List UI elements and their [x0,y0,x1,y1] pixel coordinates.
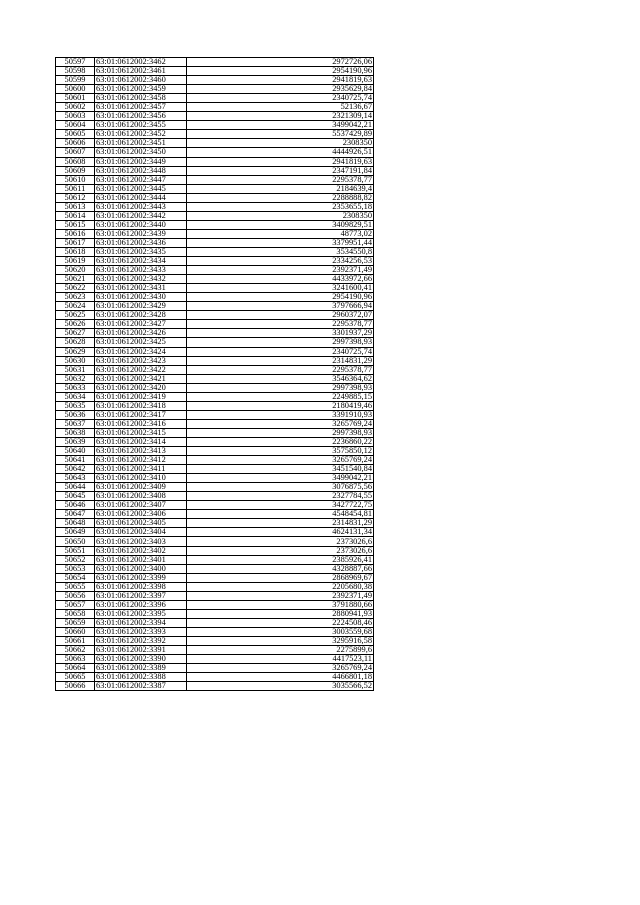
value-cell: 2308350 [187,139,374,148]
cadastral-number-cell: 63:01:0612002:3402 [95,546,187,555]
cadastral-number-cell: 63:01:0612002:3391 [95,646,187,655]
table-row [56,175,374,184]
cadastral-number-cell: 63:01:0612002:3457 [95,103,187,112]
value-cell: 3265769,24 [187,456,374,465]
table-row [56,483,374,492]
table-row [56,103,374,112]
value-cell: 2224508,46 [187,618,374,627]
value-cell: 3391910,93 [187,410,374,419]
cadastral-number-cell: 63:01:0612002:3433 [95,266,187,275]
value-cell: 3451540,84 [187,465,374,474]
row-number-cell: 50597 [56,58,95,67]
row-number-cell: 50660 [56,627,95,636]
table-row [56,519,374,528]
table-row [56,67,374,76]
value-cell: 48773,02 [187,229,374,238]
cadastral-number-cell: 63:01:0612002:3407 [95,501,187,510]
row-number-cell: 50652 [56,555,95,564]
value-cell: 3499042,21 [187,121,374,130]
table-row [56,456,374,465]
table-row [56,419,374,428]
cadastral-number-cell: 63:01:0612002:3440 [95,220,187,229]
row-number-cell: 50638 [56,428,95,437]
value-cell: 3301937,29 [187,329,374,338]
row-number-cell: 50632 [56,374,95,383]
value-cell: 2275899,6 [187,646,374,655]
row-number-cell: 50619 [56,257,95,266]
table-row [56,166,374,175]
cadastral-number-cell: 63:01:0612002:3423 [95,356,187,365]
row-number-cell: 50630 [56,356,95,365]
value-cell: 4548454,81 [187,510,374,519]
cadastral-number-cell: 63:01:0612002:3406 [95,510,187,519]
table-row [56,474,374,483]
table-row [56,229,374,238]
cadastral-number-cell: 63:01:0612002:3456 [95,112,187,121]
row-number-cell: 50648 [56,519,95,528]
table-row [56,148,374,157]
cadastral-number-cell: 63:01:0612002:3431 [95,284,187,293]
table-row [56,618,374,627]
table-row [56,492,374,501]
value-cell: 2997398,93 [187,383,374,392]
value-cell: 3409829,51 [187,220,374,229]
table-row [56,600,374,609]
table-row [56,365,374,374]
value-cell: 2941819,63 [187,157,374,166]
value-cell: 2972726,06 [187,58,374,67]
table-row [56,94,374,103]
cadastral-number-cell: 63:01:0612002:3450 [95,148,187,157]
cadastral-number-cell: 63:01:0612002:3393 [95,627,187,636]
value-cell: 3241600,41 [187,284,374,293]
cadastral-number-cell: 63:01:0612002:3414 [95,437,187,446]
table-row [56,266,374,275]
row-number-cell: 50639 [56,437,95,446]
cadastral-number-cell: 63:01:0612002:3396 [95,600,187,609]
cadastral-number-cell: 63:01:0612002:3418 [95,401,187,410]
cadastral-number-cell: 63:01:0612002:3403 [95,537,187,546]
table-row [56,555,374,564]
cadastral-number-cell: 63:01:0612002:3410 [95,474,187,483]
cadastral-number-cell: 63:01:0612002:3451 [95,139,187,148]
cadastral-number-cell: 63:01:0612002:3425 [95,338,187,347]
value-cell: 2295378,77 [187,365,374,374]
row-number-cell: 50629 [56,347,95,356]
table-row [56,202,374,211]
cadastral-number-cell: 63:01:0612002:3422 [95,365,187,374]
table-row [56,682,374,691]
cadastral-number-cell: 63:01:0612002:3448 [95,166,187,175]
cadastral-number-cell: 63:01:0612002:3419 [95,392,187,401]
row-number-cell: 50643 [56,474,95,483]
cadastral-number-cell: 63:01:0612002:3459 [95,85,187,94]
cadastral-number-cell: 63:01:0612002:3444 [95,193,187,202]
cadastral-number-cell: 63:01:0612002:3460 [95,76,187,85]
table-row [56,320,374,329]
row-number-cell: 50663 [56,655,95,664]
value-cell: 2392371,49 [187,266,374,275]
table-row [56,257,374,266]
cadastral-number-cell: 63:01:0612002:3420 [95,383,187,392]
cadastral-number-cell: 63:01:0612002:3387 [95,682,187,691]
spreadsheet-page [55,57,374,691]
cadastral-number-cell: 63:01:0612002:3421 [95,374,187,383]
table-row [56,311,374,320]
cadastral-number-cell: 63:01:0612002:3443 [95,202,187,211]
value-cell: 2935629,84 [187,85,374,94]
row-number-cell: 50633 [56,383,95,392]
row-number-cell: 50649 [56,528,95,537]
row-number-cell: 50611 [56,184,95,193]
cadastral-number-cell: 63:01:0612002:3413 [95,447,187,456]
row-number-cell: 50628 [56,338,95,347]
row-number-cell: 50647 [56,510,95,519]
row-number-cell: 50625 [56,311,95,320]
cadastral-number-cell: 63:01:0612002:3447 [95,175,187,184]
row-number-cell: 50634 [56,392,95,401]
row-number-cell: 50631 [56,365,95,374]
table-row [56,664,374,673]
value-cell: 52136,67 [187,103,374,112]
table-body [56,58,374,691]
cadastral-number-cell: 63:01:0612002:3428 [95,311,187,320]
row-number-cell: 50655 [56,582,95,591]
row-number-cell: 50659 [56,618,95,627]
value-cell: 5537429,89 [187,130,374,139]
row-number-cell: 50640 [56,447,95,456]
cadastral-number-cell: 63:01:0612002:3392 [95,637,187,646]
cadastral-number-cell: 63:01:0612002:3394 [95,618,187,627]
cadastral-number-cell: 63:01:0612002:3404 [95,528,187,537]
value-cell: 2353655,18 [187,202,374,211]
cadastral-number-cell: 63:01:0612002:3427 [95,320,187,329]
table-row [56,76,374,85]
row-number-cell: 50602 [56,103,95,112]
cadastral-number-cell: 63:01:0612002:3416 [95,419,187,428]
row-number-cell: 50608 [56,157,95,166]
value-cell: 2997398,93 [187,428,374,437]
table-row [56,655,374,664]
table-row [56,157,374,166]
row-number-cell: 50664 [56,664,95,673]
cadastral-number-cell: 63:01:0612002:3400 [95,564,187,573]
table-row [56,401,374,410]
row-number-cell: 50654 [56,573,95,582]
value-cell: 2184639,4 [187,184,374,193]
cadastral-number-cell: 63:01:0612002:3452 [95,130,187,139]
cadastral-number-cell: 63:01:0612002:3408 [95,492,187,501]
row-number-cell: 50626 [56,320,95,329]
row-number-cell: 50645 [56,492,95,501]
value-cell: 2340725,74 [187,347,374,356]
value-cell: 3575850,12 [187,447,374,456]
row-number-cell: 50607 [56,148,95,157]
row-number-cell: 50666 [56,682,95,691]
table-row [56,193,374,202]
value-cell: 2880941,93 [187,609,374,618]
table-row [56,112,374,121]
cadastral-number-cell: 63:01:0612002:3390 [95,655,187,664]
table-row [56,139,374,148]
cadastral-number-cell: 63:01:0612002:3432 [95,275,187,284]
cadastral-number-cell: 63:01:0612002:3461 [95,67,187,76]
cadastral-number-cell: 63:01:0612002:3412 [95,456,187,465]
cadastral-number-cell: 63:01:0612002:3442 [95,211,187,220]
table-row [56,130,374,139]
cadastral-number-cell: 63:01:0612002:3397 [95,591,187,600]
cadastral-number-cell: 63:01:0612002:3445 [95,184,187,193]
row-number-cell: 50656 [56,591,95,600]
table-row [56,609,374,618]
row-number-cell: 50636 [56,410,95,419]
value-cell: 4444926,51 [187,148,374,157]
table-row [56,637,374,646]
cadastral-number-cell: 63:01:0612002:3426 [95,329,187,338]
value-cell: 3546364,62 [187,374,374,383]
cadastral-number-cell: 63:01:0612002:3435 [95,247,187,256]
value-cell: 4624131,34 [187,528,374,537]
table-row [56,338,374,347]
value-cell: 2954190,96 [187,67,374,76]
cadastral-number-cell: 63:01:0612002:3395 [95,609,187,618]
value-cell: 3427722,75 [187,501,374,510]
table-row [56,627,374,636]
table-row [56,284,374,293]
value-cell: 2373026,6 [187,546,374,555]
table-row [56,673,374,682]
cadastral-number-cell: 63:01:0612002:3399 [95,573,187,582]
value-cell: 4466801,18 [187,673,374,682]
table-row [56,428,374,437]
cadastral-number-cell: 63:01:0612002:3430 [95,293,187,302]
row-number-cell: 50641 [56,456,95,465]
table-row [56,329,374,338]
table-row [56,247,374,256]
value-cell: 3534550,8 [187,247,374,256]
value-cell: 2288888,82 [187,193,374,202]
value-cell: 3379951,44 [187,238,374,247]
cadastral-number-cell: 63:01:0612002:3409 [95,483,187,492]
row-number-cell: 50635 [56,401,95,410]
table-row [56,347,374,356]
value-cell: 2347191,84 [187,166,374,175]
row-number-cell: 50642 [56,465,95,474]
row-number-cell: 50616 [56,229,95,238]
table-row [56,302,374,311]
cadastral-number-cell: 63:01:0612002:3429 [95,302,187,311]
cadastral-number-cell: 63:01:0612002:3449 [95,157,187,166]
value-cell: 2314831,29 [187,356,374,365]
value-cell: 3499042,21 [187,474,374,483]
row-number-cell: 50599 [56,76,95,85]
row-number-cell: 50600 [56,85,95,94]
value-cell: 4417523,11 [187,655,374,664]
cadastral-number-cell: 63:01:0612002:3455 [95,121,187,130]
cadastral-number-cell: 63:01:0612002:3388 [95,673,187,682]
table-row [56,410,374,419]
cadastral-number-cell: 63:01:0612002:3458 [95,94,187,103]
cadastral-number-cell: 63:01:0612002:3405 [95,519,187,528]
value-cell: 2334256,53 [187,257,374,266]
value-cell: 2941819,63 [187,76,374,85]
value-cell: 3265769,24 [187,664,374,673]
table-row [56,582,374,591]
table-row [56,392,374,401]
table-row [56,184,374,193]
row-number-cell: 50665 [56,673,95,682]
table-row [56,564,374,573]
table-row [56,293,374,302]
value-cell: 3295916,58 [187,637,374,646]
row-number-cell: 50650 [56,537,95,546]
table-row [56,465,374,474]
value-cell: 4328887,66 [187,564,374,573]
value-cell: 2205680,38 [187,582,374,591]
row-number-cell: 50598 [56,67,95,76]
table-row [56,447,374,456]
value-cell: 2327784,55 [187,492,374,501]
table-row [56,573,374,582]
row-number-cell: 50658 [56,609,95,618]
cadastral-number-cell: 63:01:0612002:3424 [95,347,187,356]
table-row [56,528,374,537]
value-cell: 2960372,07 [187,311,374,320]
row-number-cell: 50624 [56,302,95,311]
value-cell: 2295378,77 [187,175,374,184]
value-cell: 2249885,15 [187,392,374,401]
table-row [56,121,374,130]
row-number-cell: 50627 [56,329,95,338]
row-number-cell: 50604 [56,121,95,130]
cadastral-number-cell: 63:01:0612002:3411 [95,465,187,474]
cadastral-number-cell: 63:01:0612002:3434 [95,257,187,266]
value-cell: 2392371,49 [187,591,374,600]
value-cell: 2385926,41 [187,555,374,564]
table-row [56,374,374,383]
table-row [56,220,374,229]
row-number-cell: 50609 [56,166,95,175]
value-cell: 3076875,56 [187,483,374,492]
value-cell: 2180419,46 [187,401,374,410]
table-row [56,537,374,546]
row-number-cell: 50603 [56,112,95,121]
value-cell: 2321309,14 [187,112,374,121]
cadastral-number-cell: 63:01:0612002:3415 [95,428,187,437]
row-number-cell: 50613 [56,202,95,211]
row-number-cell: 50620 [56,266,95,275]
value-cell: 2236860,22 [187,437,374,446]
value-cell: 2373026,6 [187,537,374,546]
cadastral-number-cell: 63:01:0612002:3436 [95,238,187,247]
row-number-cell: 50623 [56,293,95,302]
row-number-cell: 50621 [56,275,95,284]
row-number-cell: 50612 [56,193,95,202]
row-number-cell: 50662 [56,646,95,655]
table-row [56,646,374,655]
row-number-cell: 50615 [56,220,95,229]
cadastral-number-cell: 63:01:0612002:3439 [95,229,187,238]
value-cell: 2295378,77 [187,320,374,329]
table-row [56,275,374,284]
table-row [56,383,374,392]
cadastral-number-cell: 63:01:0612002:3417 [95,410,187,419]
row-number-cell: 50614 [56,211,95,220]
row-number-cell: 50651 [56,546,95,555]
table-row [56,546,374,555]
table-row [56,437,374,446]
cadastral-number-cell: 63:01:0612002:3398 [95,582,187,591]
row-number-cell: 50617 [56,238,95,247]
table-row [56,238,374,247]
table-row [56,58,374,67]
value-cell: 3791880,66 [187,600,374,609]
value-cell: 2314831,29 [187,519,374,528]
row-number-cell: 50606 [56,139,95,148]
value-cell: 2954190,96 [187,293,374,302]
table-row [56,211,374,220]
value-cell: 3265769,24 [187,419,374,428]
table-row [56,501,374,510]
cadastral-number-cell: 63:01:0612002:3401 [95,555,187,564]
value-cell: 3797666,94 [187,302,374,311]
row-number-cell: 50618 [56,247,95,256]
table-row [56,356,374,365]
value-cell: 3035566,52 [187,682,374,691]
value-cell: 2868969,67 [187,573,374,582]
row-number-cell: 50605 [56,130,95,139]
value-cell: 2997398,93 [187,338,374,347]
row-number-cell: 50622 [56,284,95,293]
value-cell: 2340725,74 [187,94,374,103]
row-number-cell: 50601 [56,94,95,103]
row-number-cell: 50657 [56,600,95,609]
row-number-cell: 50646 [56,501,95,510]
cadastral-number-cell: 63:01:0612002:3462 [95,58,187,67]
cadastral-number-cell: 63:01:0612002:3389 [95,664,187,673]
table-row [56,510,374,519]
cadastral-value-table [55,57,374,691]
table-row [56,85,374,94]
row-number-cell: 50661 [56,637,95,646]
row-number-cell: 50644 [56,483,95,492]
value-cell: 4433972,66 [187,275,374,284]
value-cell: 2308350 [187,211,374,220]
row-number-cell: 50653 [56,564,95,573]
row-number-cell: 50637 [56,419,95,428]
value-cell: 3003559,68 [187,627,374,636]
row-number-cell: 50610 [56,175,95,184]
table-row [56,591,374,600]
